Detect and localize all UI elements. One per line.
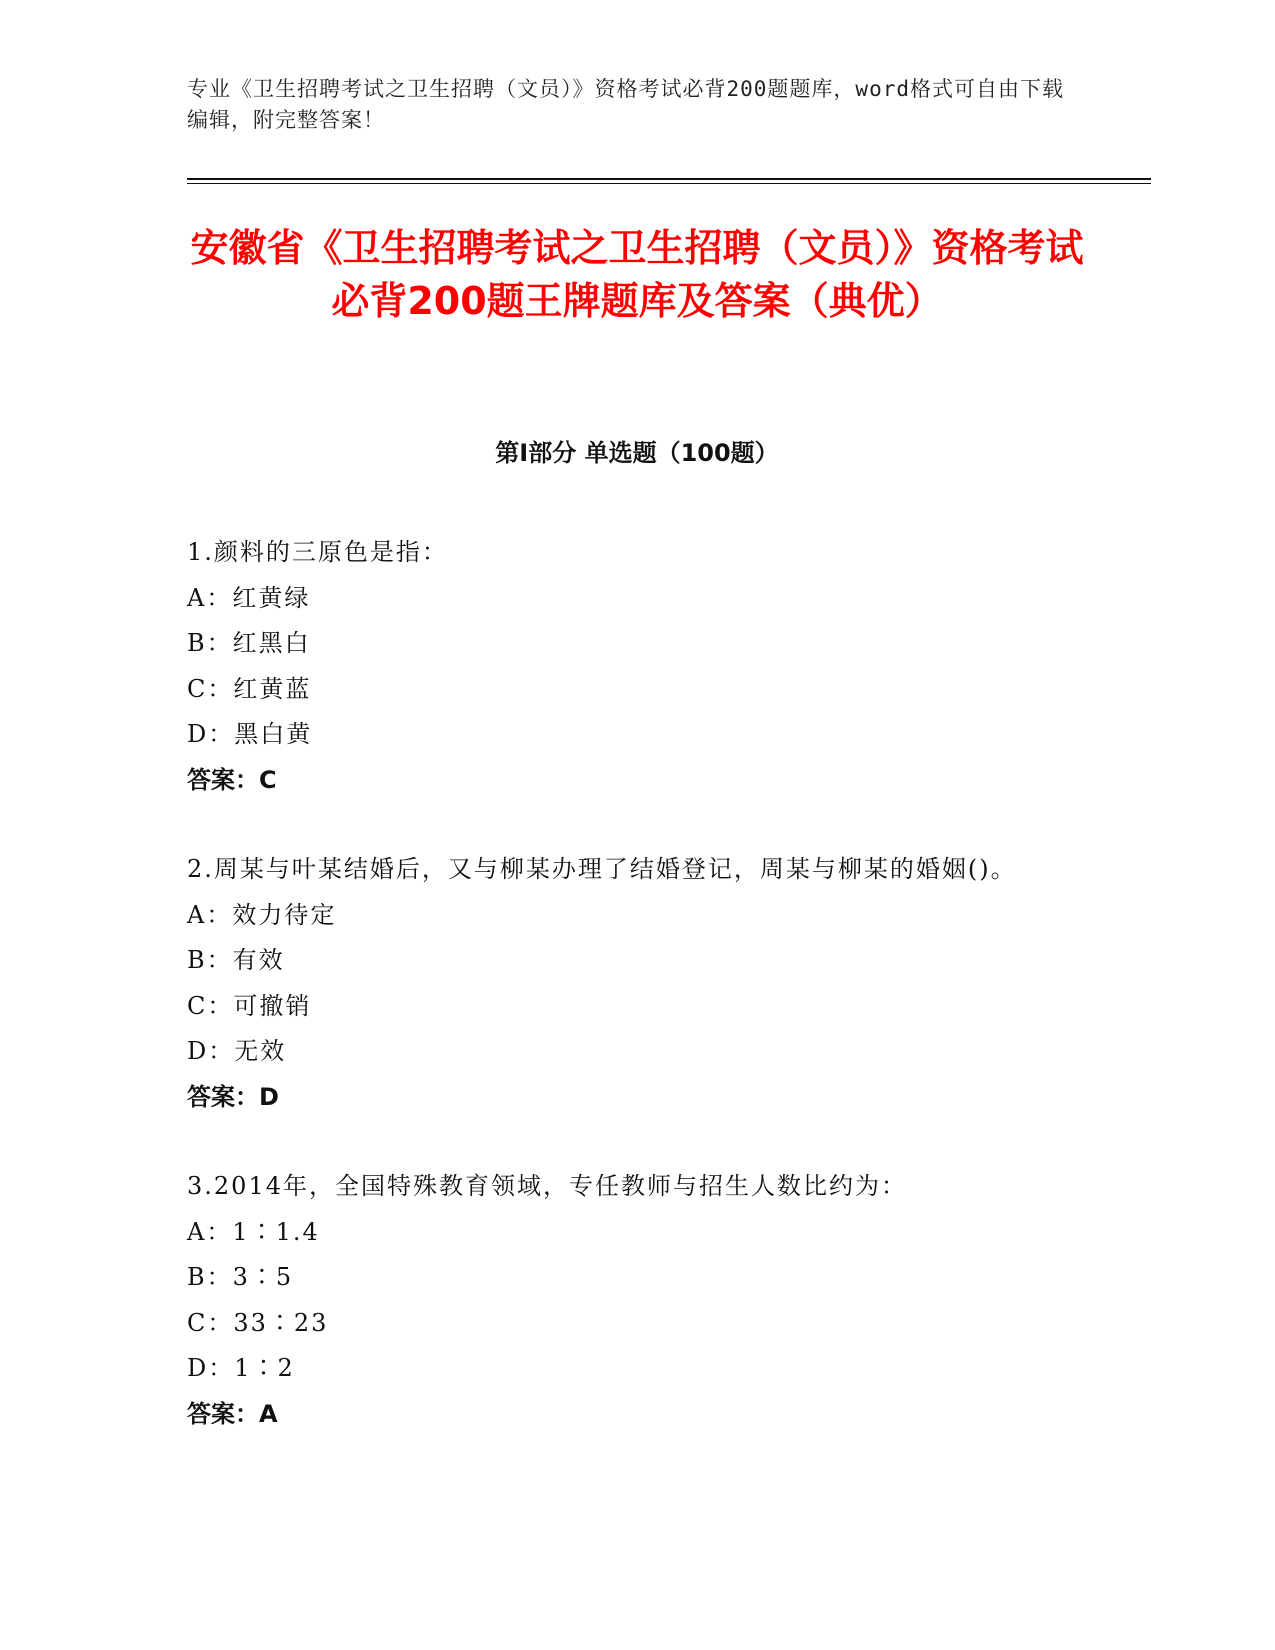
question-stem: 1.颜料的三原色是指： — [187, 538, 448, 566]
option-a: A：效力待定 — [187, 900, 337, 929]
document-title: 安徽省《卫生招聘考试之卫生招聘（文员）》资格考试必背200题王牌题库及答案（典优） — [190, 226, 1084, 323]
header-note: 专业《卫生招聘考试之卫生招聘（文员）》资格考试必背200题题库，word格式可自由下载编辑，附完整答案！ — [187, 77, 1064, 132]
header-divider-thick — [187, 178, 1151, 180]
question-2 — [187, 847, 1087, 1120]
question-stem: 3.2014年，全国特殊教育领域，专任教师与招生人数比约为： — [187, 1172, 907, 1200]
option-d: D：1∶2 — [187, 1354, 295, 1382]
option-a: A：1∶1.4 — [187, 1217, 320, 1246]
answer-label: 答案：C — [187, 765, 277, 794]
header-divider-thin — [187, 183, 1151, 184]
option-b: B：有效 — [187, 946, 285, 974]
question-3 — [187, 1164, 1087, 1437]
question-stem: 2.周某与叶某结婚后，又与柳某办理了结婚登记，周某与柳某的婚姻()。 — [187, 855, 1017, 883]
option-b: B：3∶5 — [187, 1263, 294, 1291]
option-c: C：33∶23 — [187, 1308, 329, 1337]
option-a: A：红黄绿 — [187, 583, 311, 612]
section-title: 第Ⅰ部分 单选题（100题） — [495, 439, 779, 467]
option-c: C：红黄蓝 — [187, 674, 312, 703]
question-1 — [187, 530, 1087, 803]
option-c: C：可撤销 — [187, 991, 312, 1020]
answer-label: 答案：D — [187, 1082, 279, 1111]
answer-label: 答案：A — [187, 1399, 278, 1428]
option-b: B：红黑白 — [187, 629, 311, 657]
question-list — [187, 530, 1087, 1481]
option-d: D：黑白黄 — [187, 720, 313, 748]
option-d: D：无效 — [187, 1037, 287, 1065]
